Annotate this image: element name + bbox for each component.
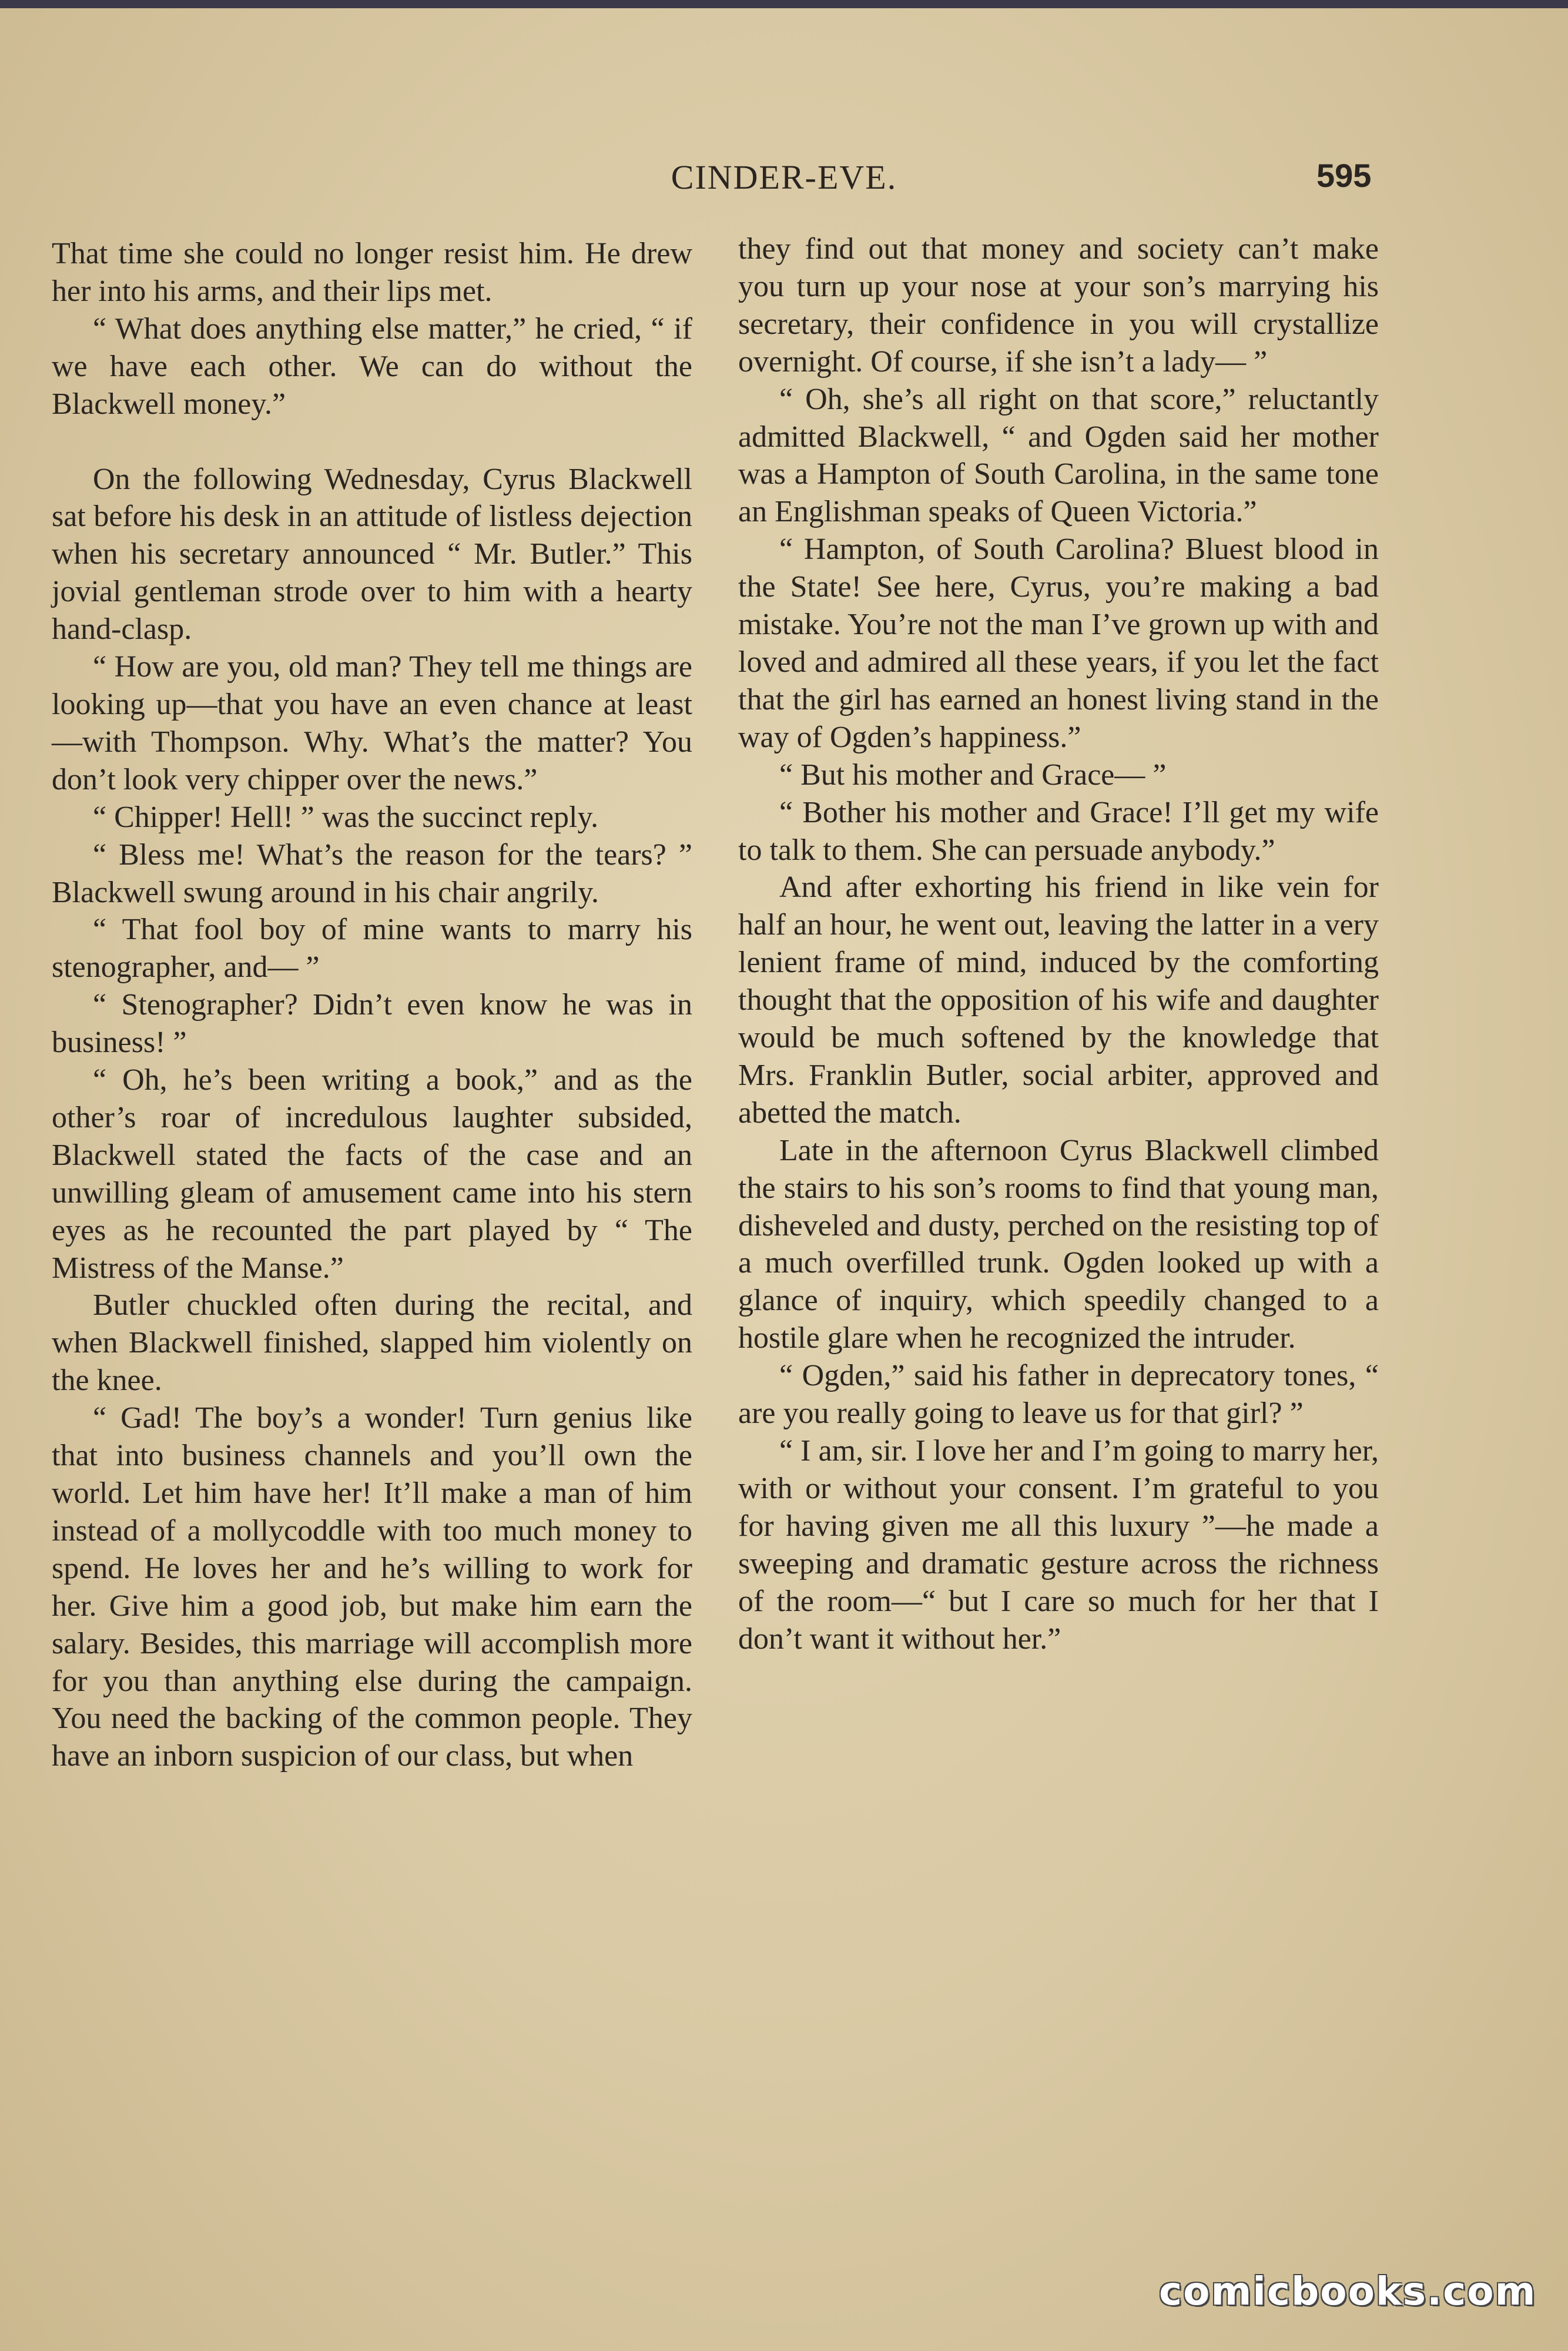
paragraph: That time she could no longer resist him. He drew her into his arms, and their lips met. (52, 237, 692, 308)
paragraph: Butler chuckled often during the recital, and when Blackwell finished, slapped him violently on the knee. (52, 1288, 692, 1398)
page-top-edge (0, 0, 1568, 8)
paragraph: “ Oh, he’s been writing a book,” and as the other’s roar of incredulous laughter subsided, Blackwell stated the facts of the case and an unwilling gleam of amusement came into his stern eyes as he recounted the part played by “ The Mistress of the Manse.” (52, 1063, 692, 1285)
left-column (52, 235, 692, 1775)
paragraph: And after exhorting his friend in like vein for half an hour, he went out, leaving the latter in a very lenient frame of mind, induced by the comforting thought that the opposition of his wife and daughter would be much softened by the knowledge that Mrs. Franklin Butler, social arbiter, approved and abetted the match. (738, 870, 1379, 1130)
paragraph: “ That fool boy of mine wants to marry his stenographer, and— ” (52, 913, 692, 984)
running-title: CINDER-EVE. (671, 158, 897, 196)
paragraph: “ Ogden,” said his father in deprecatory tones, “ are you really going to leave us for that girl? ” (738, 1359, 1379, 1431)
paragraph: Late in the afternoon Cyrus Blackwell climbed the stairs to his son’s rooms to find that young man, disheveled and dusty, perched on the resisting top of a much overfilled trunk. Ogden looked up with a glance of inquiry, which speedily changed to a hostile glare when he recognized the intruder. (738, 1133, 1379, 1355)
paragraph: “ Hampton, of South Carolina? Bluest blood in the State! See here, Cyrus, you’re making a bad mistake. You’re not the man I’ve grown up with and loved and admired all these years, if you let the fact that the girl has earned an honest living stand in the way of Ogden’s happiness.” (738, 533, 1379, 754)
paragraph: “ How are you, old man? They tell me things are looking up—that you have an even chance at least—with Thompson. Why. What’s the matter? You don’t look very chipper over the news.” (52, 650, 692, 796)
paragraph: “ Gad! The boy’s a wonder! Turn genius like that into business channels and you’ll own the world. Let him have her! It’ll make a man of him instead of a mollycoddle with too much money to spend. He loves her and he’s willing to work for her. Give him a good job, but make him earn the salary. Besides, this marriage will accomplish more for you than anything else during the campaign. You need the backing of the common people. They have an inborn suspicion of our class, but when (52, 1401, 692, 1773)
paragraph: “ Bother his mother and Grace! I’ll get my wife to talk to them. She can persuade anybody.” (738, 795, 1379, 867)
paragraph: “ I am, sir. I love her and I’m going to marry her, with or without your consent. I’m grateful to you for having given me all this luxury ”—he made a sweeping and dramatic gesture across the richness of the room—“ but I care so much for her that I don’t want it without her.” (738, 1434, 1379, 1656)
paragraph: “ Stenographer? Didn’t even know he was in business! ” (52, 988, 692, 1060)
watermark: comicbooks.com (1159, 2269, 1537, 2314)
paragraph: “ What does anything else matter,” he cried, “ if we have each other. We can do without the Blackwell money.” (52, 312, 692, 421)
page-number: 595 (1316, 157, 1372, 194)
paragraph: “ But his mother and Grace— ” (779, 758, 1167, 792)
paragraph: On the following Wednesday, Cyrus Blackwell sat before his desk in an attitude of listless dejection when his secretary announced “ Mr. Butler.” This jovial gentleman strode over to him with a hearty hand-clasp. (52, 462, 692, 647)
right-column (738, 230, 1379, 1657)
paragraph: “ Bless me! What’s the reason for the tears? ” Blackwell swung around in his chair angrily. (52, 838, 692, 909)
paragraph: “ Oh, she’s all right on that score,” reluctantly admitted Blackwell, “ and Ogden said her mother was a Hampton of South Carolina, in the same tone an Englishman speaks of Queen Victoria.” (738, 382, 1379, 529)
paragraph: “ Chipper! Hell! ” was the succinct reply. (93, 800, 599, 834)
paragraph: they find out that money and society can’t make you turn up your nose at your son’s marrying his secretary, their confidence in you will crystallize overnight. Of course, if she isn’t a lady— ” (738, 232, 1379, 379)
